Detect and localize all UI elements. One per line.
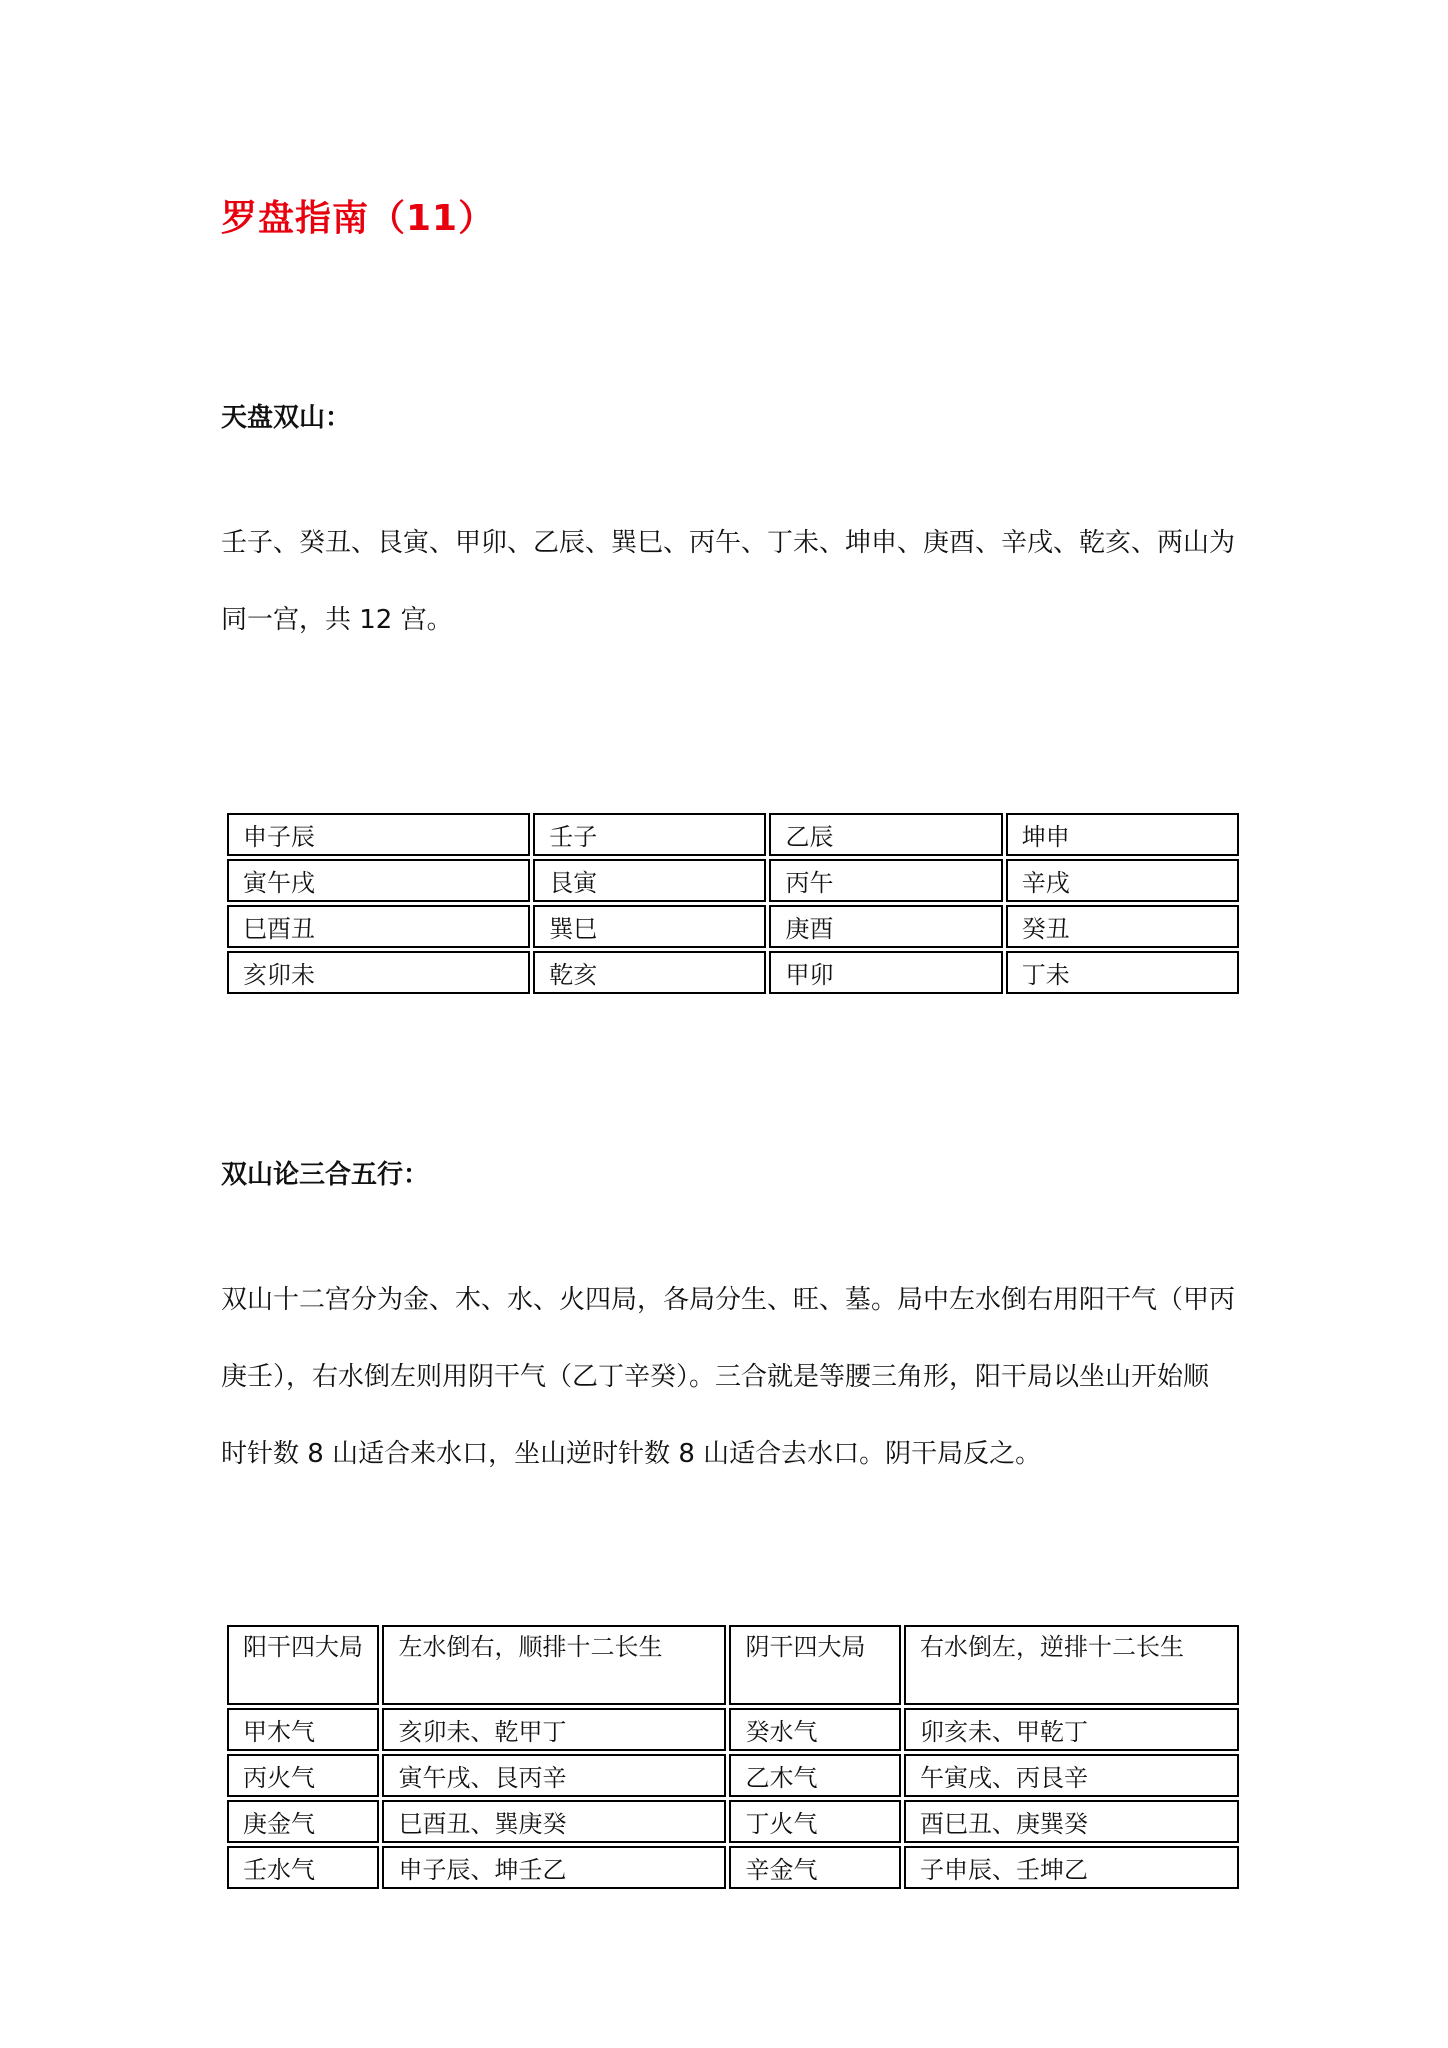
table-cell: 丁火气 bbox=[729, 1800, 901, 1843]
document-title: 罗盘指南（11） bbox=[221, 198, 496, 239]
table-row bbox=[227, 1708, 1239, 1751]
table-cell: 巽巳 bbox=[533, 905, 766, 948]
table-cell: 巳酉丑、巽庚癸 bbox=[382, 1800, 726, 1843]
table-cell: 子申辰、壬坤乙 bbox=[904, 1846, 1239, 1889]
paragraph-line: 壬子、癸丑、艮寅、甲卯、乙辰、巽巳、丙午、丁未、坤申、庚酉、辛戌、乾亥、两山为 bbox=[221, 528, 1236, 558]
table-cell: 申子辰、坤壬乙 bbox=[382, 1846, 726, 1889]
table-cell: 乙辰 bbox=[769, 813, 1002, 856]
table-cell: 辛戌 bbox=[1006, 859, 1239, 902]
paragraph-tianpan bbox=[221, 505, 1236, 659]
table-cell: 丙午 bbox=[769, 859, 1002, 902]
table-cell: 癸丑 bbox=[1006, 905, 1239, 948]
table-cell: 酉巳丑、庚巽癸 bbox=[904, 1800, 1239, 1843]
table-cell: 壬子 bbox=[533, 813, 766, 856]
paragraph-line: 双山十二宫分为金、木、水、火四局，各局分生、旺、墓。局中左水倒右用阳干气（甲丙 bbox=[221, 1285, 1236, 1315]
table-cell: 午寅戌、丙艮辛 bbox=[904, 1754, 1239, 1797]
table-cell: 乙木气 bbox=[729, 1754, 901, 1797]
table-row bbox=[227, 905, 1239, 948]
table-cell: 丁未 bbox=[1006, 951, 1239, 994]
table-cell: 癸水气 bbox=[729, 1708, 901, 1751]
table-header-cell: 左水倒右，顺排十二长生 bbox=[382, 1625, 726, 1705]
table-cell: 甲木气 bbox=[227, 1708, 379, 1751]
table-cell: 卯亥未、甲乾丁 bbox=[904, 1708, 1239, 1751]
table-cell: 丙火气 bbox=[227, 1754, 379, 1797]
table-cell: 寅午戌、艮丙辛 bbox=[382, 1754, 726, 1797]
table-cell: 艮寅 bbox=[533, 859, 766, 902]
table-cell: 寅午戌 bbox=[227, 859, 530, 902]
table-cell: 亥卯未、乾甲丁 bbox=[382, 1708, 726, 1751]
table-header-row bbox=[227, 1625, 1239, 1705]
table-cell: 庚金气 bbox=[227, 1800, 379, 1843]
paragraph-line: 同一宫，共 12 宫。 bbox=[221, 605, 453, 635]
table-cell: 壬水气 bbox=[227, 1846, 379, 1889]
section-heading-tianpan: 天盘双山： bbox=[221, 403, 352, 433]
paragraph-line: 时针数 8 山适合来水口，坐山逆时针数 8 山适合去水口。阴干局反之。 bbox=[221, 1439, 1042, 1469]
table-header-cell: 阳干四大局 bbox=[227, 1625, 379, 1705]
table-header-cell: 右水倒左，逆排十二长生 bbox=[904, 1625, 1239, 1705]
table-cell: 亥卯未 bbox=[227, 951, 530, 994]
table-row bbox=[227, 951, 1239, 994]
table-row bbox=[227, 1846, 1239, 1889]
table-cell: 庚酉 bbox=[769, 905, 1002, 948]
table-cell: 申子辰 bbox=[227, 813, 530, 856]
section-heading-sanhe: 双山论三合五行： bbox=[221, 1160, 430, 1190]
paragraph-sanhe bbox=[221, 1262, 1236, 1493]
table-cell: 巳酉丑 bbox=[227, 905, 530, 948]
table-cell: 坤申 bbox=[1006, 813, 1239, 856]
shuangshan-table bbox=[224, 810, 1242, 997]
table-row bbox=[227, 859, 1239, 902]
table-cell: 乾亥 bbox=[533, 951, 766, 994]
table-header-cell: 阴干四大局 bbox=[729, 1625, 901, 1705]
table-row bbox=[227, 1800, 1239, 1843]
sihe-ju-table bbox=[224, 1622, 1242, 1892]
table-row bbox=[227, 813, 1239, 856]
table-cell: 甲卯 bbox=[769, 951, 1002, 994]
paragraph-line: 庚壬），右水倒左则用阴干气（乙丁辛癸）。三合就是等腰三角形，阳干局以坐山开始顺 bbox=[221, 1362, 1210, 1392]
table-row bbox=[227, 1754, 1239, 1797]
table-cell: 辛金气 bbox=[729, 1846, 901, 1889]
